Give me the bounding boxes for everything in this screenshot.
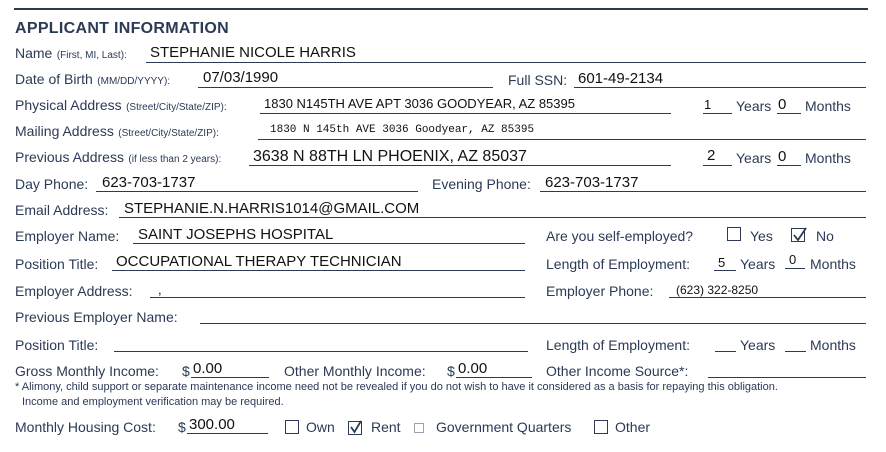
- physical-label-group: [15, 97, 227, 115]
- employer-phone-underline: [669, 297, 866, 298]
- housing-gov-checkbox[interactable]: [414, 423, 424, 433]
- previous-months-label: Months: [805, 150, 851, 166]
- day-phone-value[interactable]: 623-703-1737: [102, 174, 196, 191]
- email-label: Email Address:: [15, 202, 109, 218]
- ssn-value[interactable]: 601-49-2134: [578, 70, 664, 87]
- other-income-underline: [456, 377, 532, 378]
- previous-label-group: [15, 149, 221, 167]
- evening-phone-underline: [540, 191, 866, 192]
- other-income-value[interactable]: 0.00: [458, 360, 488, 377]
- employer-address-label: Employer Address:: [15, 283, 133, 299]
- email-value[interactable]: STEPHANIE.N.HARRIS1014@GMAIL.COM: [124, 200, 420, 217]
- other-source-underline: [708, 377, 866, 378]
- physical-months-label: Months: [805, 98, 851, 114]
- prev-length-months-underline[interactable]: [785, 351, 806, 352]
- length-years-label: Years: [740, 256, 776, 272]
- checkmark-icon: [791, 225, 809, 243]
- employer-phone-value[interactable]: (623) 322-8250: [676, 283, 759, 297]
- position-value[interactable]: OCCUPATIONAL THERAPY TECHNICIAN: [116, 253, 402, 270]
- housing-other-label: Other: [615, 419, 651, 435]
- self-employed-no-label: No: [816, 228, 834, 244]
- previous-months-value[interactable]: 0: [778, 148, 787, 165]
- gross-income-value[interactable]: 0.00: [193, 360, 223, 377]
- previous-hint: (if less than 2 years):: [128, 154, 222, 165]
- housing-own-label: Own: [306, 419, 335, 435]
- physical-years-value[interactable]: 1: [704, 97, 712, 112]
- ssn-underline: [574, 87, 866, 88]
- housing-label: Monthly Housing Cost:: [15, 419, 156, 435]
- gross-income-underline: [191, 377, 269, 378]
- physical-years-label: Years: [736, 98, 772, 114]
- housing-currency: $: [178, 419, 186, 435]
- length-months-value[interactable]: 0: [789, 252, 797, 267]
- section-title: APPLICANT INFORMATION: [15, 20, 229, 37]
- dob-hint: (MM/DD/YYYY):: [97, 76, 171, 87]
- mailing-label: Mailing Address: [15, 123, 114, 139]
- prev-position-label: Position Title:: [15, 337, 99, 353]
- other-source-label: Other Income Source*:: [546, 363, 689, 379]
- position-underline: [112, 270, 525, 271]
- name-label-group: [15, 45, 127, 63]
- physical-months-value[interactable]: 0: [778, 96, 787, 113]
- mailing-hint: (Street/City/State/ZIP):: [118, 128, 219, 139]
- length-months-underline: [785, 268, 805, 269]
- dob-underline: [198, 87, 493, 88]
- previous-value[interactable]: 3638 N 88TH LN PHOENIX, AZ 85037: [253, 148, 527, 165]
- checkmark-icon: [348, 418, 364, 434]
- employer-address-value[interactable]: ,: [158, 282, 162, 297]
- gross-income-label: Gross Monthly Income:: [15, 363, 159, 379]
- income-disclaimer-note: * Alimony, child support or separate maintenance income need not be revealed if you do not wish to have it considered as a basis for repaying this obligation.: [15, 381, 778, 393]
- housing-rent-label: Rent: [371, 419, 401, 435]
- housing-own-checkbox[interactable]: [285, 420, 299, 434]
- email-underline: [119, 217, 866, 218]
- physical-underline: [260, 113, 671, 114]
- length-employment-label: Length of Employment:: [546, 256, 690, 272]
- mailing-underline: [258, 139, 866, 140]
- mailing-label-group: [15, 123, 219, 141]
- employer-label: Employer Name:: [15, 228, 120, 244]
- name-value[interactable]: STEPHANIE NICOLE HARRIS: [150, 44, 356, 61]
- dob-value[interactable]: 07/03/1990: [203, 69, 279, 86]
- self-employed-no-checkbox[interactable]: [791, 228, 805, 242]
- employer-phone-label: Employer Phone:: [546, 283, 654, 299]
- previous-underline: [249, 165, 671, 166]
- prev-employer-label: Previous Employer Name:: [15, 309, 178, 325]
- name-underline: [146, 62, 866, 63]
- physical-label: Physical Address: [15, 97, 122, 113]
- physical-value[interactable]: 1830 N145TH AVE APT 3036 GOODYEAR, AZ 85395: [264, 96, 575, 111]
- employer-value[interactable]: SAINT JOSEPHS HOSPITAL: [138, 226, 334, 243]
- ssn-label: Full SSN:: [508, 72, 568, 88]
- prev-length-label: Length of Employment:: [546, 337, 690, 353]
- prev-position-underline: [114, 351, 528, 352]
- previous-years-underline: [703, 165, 732, 166]
- length-years-underline: [714, 270, 736, 271]
- length-months-label: Months: [810, 256, 856, 272]
- name-hint: (First, MI, Last):: [56, 50, 127, 61]
- verification-note: Income and employment verification may be required.: [22, 396, 284, 408]
- housing-gov-label: Government Quarters: [436, 419, 572, 435]
- self-employed-yes-label: Yes: [750, 228, 773, 244]
- employer-underline: [133, 243, 525, 244]
- day-phone-label: Day Phone:: [15, 176, 89, 192]
- position-label: Position Title:: [15, 256, 99, 272]
- physical-years-underline: [703, 113, 732, 114]
- self-employed-yes-checkbox[interactable]: [727, 227, 741, 241]
- dob-label-group: [15, 71, 170, 89]
- housing-rent-checkbox[interactable]: [348, 421, 362, 435]
- other-income-currency: $: [447, 363, 455, 379]
- evening-phone-label: Evening Phone:: [432, 176, 531, 192]
- length-years-value[interactable]: 5: [718, 255, 726, 270]
- previous-label: Previous Address: [15, 149, 124, 165]
- prev-length-years-label: Years: [740, 337, 776, 353]
- day-phone-underline: [96, 191, 418, 192]
- self-employed-label: Are you self-employed?: [546, 228, 694, 244]
- evening-phone-value[interactable]: 623-703-1737: [545, 174, 639, 191]
- name-label: Name: [15, 45, 53, 61]
- prev-length-months-label: Months: [810, 337, 856, 353]
- gross-income-currency: $: [182, 363, 190, 379]
- top-rule: [14, 8, 868, 10]
- dob-label: Date of Birth: [15, 71, 93, 87]
- mailing-value[interactable]: 1830 N 145th AVE 3036 Goodyear, AZ 85395: [270, 124, 535, 136]
- previous-months-underline: [777, 165, 801, 166]
- housing-underline: [187, 433, 268, 434]
- prev-length-years-underline[interactable]: [715, 351, 736, 352]
- physical-hint: (Street/City/State/ZIP):: [126, 102, 227, 113]
- housing-other-checkbox[interactable]: [594, 420, 608, 434]
- physical-months-underline: [777, 113, 801, 114]
- housing-value[interactable]: 300.00: [189, 416, 235, 433]
- other-income-label: Other Monthly Income:: [284, 363, 426, 379]
- prev-employer-underline: [200, 323, 866, 324]
- previous-years-value[interactable]: 2: [707, 147, 716, 164]
- previous-years-label: Years: [736, 150, 772, 166]
- employer-address-underline: [150, 297, 525, 298]
